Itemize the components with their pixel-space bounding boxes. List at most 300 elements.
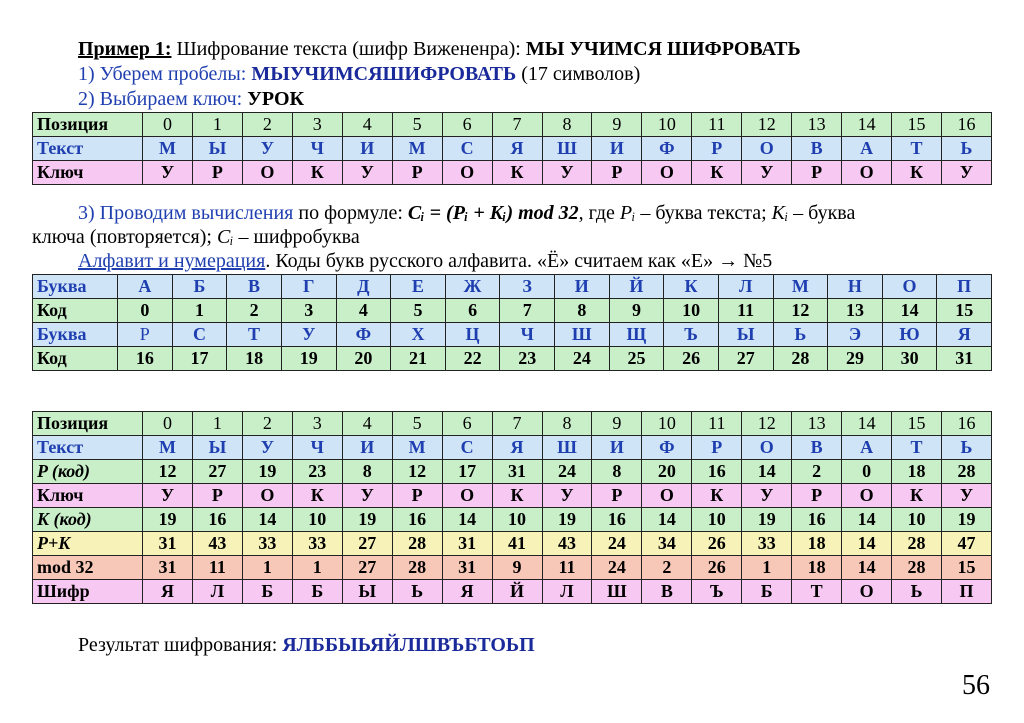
table-cell: К — [892, 484, 942, 508]
table-cell: У — [942, 484, 992, 508]
table-cell: 16 — [942, 412, 992, 436]
table-cell: 16 — [942, 113, 992, 137]
table-cell: 14 — [842, 412, 892, 436]
table-cell: 15 — [942, 556, 992, 580]
table-cell: 17 — [442, 460, 492, 484]
table-cell: 7 — [500, 299, 555, 323]
table-cell: 16 — [118, 347, 173, 371]
table-cell: 5 — [392, 412, 442, 436]
row-label: Текст — [33, 137, 143, 161]
step-2-key: УРОК — [247, 88, 305, 110]
table-cell: 7 — [492, 113, 542, 137]
table-cell: 33 — [242, 532, 292, 556]
table-cell: 6 — [442, 113, 492, 137]
table-cell: И — [342, 137, 392, 161]
table-cell: В — [792, 137, 842, 161]
row-label: Позиция — [33, 113, 143, 137]
table-cell: Ю — [882, 323, 937, 347]
table-cell: З — [500, 275, 555, 299]
table-cell: 28 — [892, 556, 942, 580]
table-cell: У — [143, 484, 193, 508]
table-cell: Я — [492, 137, 542, 161]
table-cell: 1 — [242, 556, 292, 580]
formula: Cᵢ = (Pᵢ + Kᵢ) mod 32 — [407, 202, 579, 224]
table-cell: 14 — [842, 532, 892, 556]
table-cell: 16 — [592, 508, 642, 532]
encryption-table — [32, 411, 992, 604]
table-cell: Р — [692, 436, 742, 460]
row-label: Шифр — [33, 580, 143, 604]
row-label: Буква — [33, 275, 118, 299]
table-cell: 4 — [336, 299, 391, 323]
table-cell: 10 — [492, 508, 542, 532]
row-label: Код — [33, 299, 118, 323]
table-cell: 4 — [342, 113, 392, 137]
table-cell: Ь — [773, 323, 828, 347]
table-cell: Я — [492, 436, 542, 460]
table-cell: О — [882, 275, 937, 299]
table-cell: Щ — [609, 323, 664, 347]
table-cell: 15 — [892, 113, 942, 137]
table-cell: 9 — [492, 556, 542, 580]
table-cell: Б — [292, 580, 342, 604]
table-cell: Ы — [342, 580, 392, 604]
table-cell: 20 — [336, 347, 391, 371]
table-cell: Т — [892, 436, 942, 460]
table-cell: 12 — [742, 113, 792, 137]
table-cell: У — [942, 161, 992, 185]
table-cell: Ш — [592, 580, 642, 604]
table-cell: 14 — [742, 460, 792, 484]
table-cell: 28 — [942, 460, 992, 484]
step-1-suffix: (17 символов) — [516, 63, 641, 85]
table-cell: 33 — [742, 532, 792, 556]
table-cell: А — [842, 137, 892, 161]
step-1-prefix: 1) Уберем пробелы: — [78, 63, 252, 85]
table-cell: Ы — [192, 137, 242, 161]
row-label: Буква — [33, 323, 118, 347]
table-cell: И — [342, 436, 392, 460]
table-cell: О — [742, 137, 792, 161]
table-cell: 3 — [292, 412, 342, 436]
table-cell: 12 — [742, 412, 792, 436]
table-cell: Ч — [292, 137, 342, 161]
alphabet-code-table — [32, 274, 992, 371]
row-label: P+K — [33, 532, 143, 556]
table-row — [33, 532, 992, 556]
table-cell: Т — [227, 323, 282, 347]
table-cell: 16 — [192, 508, 242, 532]
table-cell: И — [592, 137, 642, 161]
table-cell: 2 — [227, 299, 282, 323]
table-cell: 8 — [342, 460, 392, 484]
table-cell: 10 — [292, 508, 342, 532]
table-cell: 31 — [143, 556, 193, 580]
table-cell: 31 — [937, 347, 992, 371]
table-cell: 12 — [773, 299, 828, 323]
table-cell: 9 — [592, 412, 642, 436]
table-cell: Л — [542, 580, 592, 604]
step-1-text: МЫУЧИМСЯШИФРОВАТЬ — [251, 63, 517, 85]
table-cell: 9 — [592, 113, 642, 137]
table-cell: В — [792, 436, 842, 460]
table-cell: 0 — [842, 460, 892, 484]
table-cell: 33 — [292, 532, 342, 556]
table-cell: Ф — [642, 137, 692, 161]
table-cell: 27 — [342, 532, 392, 556]
table-row — [33, 508, 992, 532]
table-cell: 1 — [292, 556, 342, 580]
table-cell: О — [842, 484, 892, 508]
table-cell: М — [392, 137, 442, 161]
table-cell: К — [292, 484, 342, 508]
table-cell: Ч — [292, 436, 342, 460]
table-cell: С — [442, 436, 492, 460]
table-cell: 0 — [143, 412, 193, 436]
table-cell: 27 — [342, 556, 392, 580]
table-cell: 8 — [592, 460, 642, 484]
table-cell: П — [942, 580, 992, 604]
table-cell: 11 — [542, 556, 592, 580]
table-cell: Ь — [892, 580, 942, 604]
table-cell: 19 — [342, 508, 392, 532]
step-3-link: 3) Проводим вычисления — [78, 202, 294, 224]
table-cell: 27 — [718, 347, 773, 371]
table-cell: 23 — [292, 460, 342, 484]
result-line — [78, 634, 535, 656]
table-cell: 14 — [842, 113, 892, 137]
table-cell: 15 — [937, 299, 992, 323]
table-cell: Ы — [192, 436, 242, 460]
table-cell: 26 — [692, 556, 742, 580]
table-row — [33, 460, 992, 484]
table-cell: 1 — [172, 299, 227, 323]
table-cell: Ъ — [692, 580, 742, 604]
table-cell: Т — [792, 580, 842, 604]
position-text-key-table — [32, 112, 992, 185]
table-cell: К — [492, 484, 542, 508]
table-cell: 5 — [392, 113, 442, 137]
table-cell: 19 — [143, 508, 193, 532]
table-cell: 13 — [792, 113, 842, 137]
table-cell: И — [555, 275, 610, 299]
table-cell: 2 — [242, 113, 292, 137]
pi-description: – буква текста; — [635, 202, 772, 224]
table-cell: 3 — [292, 113, 342, 137]
table-cell: Р — [118, 323, 173, 347]
table-cell: М — [143, 137, 193, 161]
table-cell: О — [242, 161, 292, 185]
table-cell: Й — [492, 580, 542, 604]
ki-description: – буква — [788, 202, 856, 224]
table-cell: 0 — [118, 299, 173, 323]
table-cell: О — [442, 484, 492, 508]
table-cell: О — [442, 161, 492, 185]
table-cell: Ь — [392, 580, 442, 604]
table-cell: 0 — [143, 113, 193, 137]
table-cell: Я — [937, 323, 992, 347]
table-cell: 27 — [192, 460, 242, 484]
table-cell: 19 — [942, 508, 992, 532]
table-cell: 47 — [942, 532, 992, 556]
table-cell: П — [937, 275, 992, 299]
table-cell: 18 — [792, 532, 842, 556]
table-cell: 16 — [692, 460, 742, 484]
table-cell: О — [842, 580, 892, 604]
table-cell: 14 — [842, 556, 892, 580]
table-cell: Р — [692, 137, 742, 161]
table-cell: 31 — [442, 556, 492, 580]
page-number: 56 — [962, 670, 990, 701]
table-cell: 34 — [642, 532, 692, 556]
table-cell: М — [773, 275, 828, 299]
table-cell: Ф — [336, 323, 391, 347]
table-cell: К — [664, 275, 719, 299]
table-cell: 16 — [392, 508, 442, 532]
table-cell: Р — [592, 484, 642, 508]
table-cell: У — [542, 484, 592, 508]
table-cell: Ь — [942, 436, 992, 460]
example-title — [78, 38, 801, 60]
table-cell: 43 — [542, 532, 592, 556]
table-cell: 21 — [391, 347, 446, 371]
table-cell: В — [227, 275, 282, 299]
row-label: P (код) — [33, 460, 143, 484]
table-cell: Б — [242, 580, 292, 604]
table-cell: 28 — [773, 347, 828, 371]
table-cell: 28 — [892, 532, 942, 556]
table-cell: Й — [609, 275, 664, 299]
table-cell: 2 — [642, 556, 692, 580]
table-cell: М — [143, 436, 193, 460]
table-cell: 26 — [664, 347, 719, 371]
row-label: Позиция — [33, 412, 143, 436]
table-cell: Ш — [542, 137, 592, 161]
pi-symbol: Pᵢ — [619, 202, 636, 224]
table-cell: 14 — [882, 299, 937, 323]
table-cell: 10 — [642, 113, 692, 137]
table-cell: 7 — [492, 412, 542, 436]
table-cell: 11 — [192, 556, 242, 580]
table-row — [33, 113, 992, 137]
row-label: K (код) — [33, 508, 143, 532]
table-row — [33, 412, 992, 436]
row-label: Ключ — [33, 161, 143, 185]
table-cell: 19 — [542, 508, 592, 532]
table-cell: Д — [336, 275, 391, 299]
table-cell: К — [892, 161, 942, 185]
table-cell: Р — [192, 484, 242, 508]
table-cell: Н — [828, 275, 883, 299]
table-cell: 28 — [392, 532, 442, 556]
table-cell: Х — [391, 323, 446, 347]
table-cell: 12 — [143, 460, 193, 484]
table-cell: О — [642, 161, 692, 185]
table-cell: И — [592, 436, 642, 460]
table-cell: 1 — [192, 113, 242, 137]
table-cell: Л — [718, 275, 773, 299]
table-cell: 23 — [500, 347, 555, 371]
table-cell: У — [342, 161, 392, 185]
table-cell: 13 — [792, 412, 842, 436]
step-3-line-2 — [32, 226, 360, 248]
table-cell: У — [742, 484, 792, 508]
table-cell: Я — [442, 580, 492, 604]
table-cell: М — [392, 436, 442, 460]
table-cell: О — [742, 436, 792, 460]
table-cell: 24 — [542, 460, 592, 484]
table-cell: У — [342, 484, 392, 508]
table-cell: Ш — [555, 323, 610, 347]
table-cell: 14 — [442, 508, 492, 532]
table-row — [33, 161, 992, 185]
table-cell: К — [292, 161, 342, 185]
table-cell: Р — [392, 484, 442, 508]
table-cell: 11 — [718, 299, 773, 323]
table-cell: 28 — [392, 556, 442, 580]
table-cell: О — [642, 484, 692, 508]
table-cell: 8 — [542, 113, 592, 137]
table-row — [33, 484, 992, 508]
table-cell: 11 — [692, 113, 742, 137]
table-cell: Ь — [942, 137, 992, 161]
table-cell: 24 — [592, 556, 642, 580]
table-cell: Я — [143, 580, 193, 604]
table-row — [33, 137, 992, 161]
alphabet-description: . Коды букв русского алфавита. «Ё» считаем как «Е» → №5 — [265, 250, 773, 272]
alphabet-link[interactable]: Алфавит и нумерация — [78, 250, 266, 272]
table-cell: 4 — [342, 412, 392, 436]
example-description: Шифрование текста (шифр Вижененра): — [171, 38, 526, 60]
row-label: Код — [33, 347, 118, 371]
table-cell: 25 — [609, 347, 664, 371]
table-cell: 10 — [642, 412, 692, 436]
table-cell: Р — [592, 161, 642, 185]
table-cell: Т — [892, 137, 942, 161]
table-cell: 41 — [492, 532, 542, 556]
table-cell: 19 — [281, 347, 336, 371]
table-cell: У — [742, 161, 792, 185]
table-cell: 30 — [882, 347, 937, 371]
table-cell: 9 — [609, 299, 664, 323]
table-cell: Ъ — [664, 323, 719, 347]
table-cell: 24 — [555, 347, 610, 371]
table-cell: Р — [792, 484, 842, 508]
table-cell: 17 — [172, 347, 227, 371]
table-cell: Р — [792, 161, 842, 185]
table-cell: 1 — [192, 412, 242, 436]
table-row — [33, 275, 992, 299]
step-3-where: , где — [578, 202, 620, 224]
table-cell: 16 — [792, 508, 842, 532]
table-cell: 8 — [542, 412, 592, 436]
table-cell: Б — [172, 275, 227, 299]
table-cell: О — [242, 484, 292, 508]
table-cell: У — [143, 161, 193, 185]
table-cell: А — [842, 436, 892, 460]
table-cell: Л — [192, 580, 242, 604]
table-cell: С — [172, 323, 227, 347]
step-1 — [78, 63, 640, 85]
table-cell: 43 — [192, 532, 242, 556]
table-cell: 1 — [742, 556, 792, 580]
example-label: Пример 1: — [78, 38, 172, 60]
row-label: Текст — [33, 436, 143, 460]
step-2 — [78, 88, 304, 110]
table-cell: 26 — [692, 532, 742, 556]
ci-symbol: Cᵢ — [216, 226, 234, 248]
table-cell: 18 — [892, 460, 942, 484]
table-cell: 5 — [391, 299, 446, 323]
table-cell: 3 — [281, 299, 336, 323]
table-cell: 6 — [442, 412, 492, 436]
table-cell: 31 — [143, 532, 193, 556]
ci-description: – шифробуква — [233, 226, 360, 248]
table-row — [33, 347, 992, 371]
table-cell: 2 — [242, 412, 292, 436]
table-cell: К — [492, 161, 542, 185]
table-cell: 6 — [445, 299, 500, 323]
table-cell: Р — [192, 161, 242, 185]
table-cell: Б — [742, 580, 792, 604]
step-3-line-1 — [78, 202, 855, 224]
step-3-text: по формуле: — [293, 202, 408, 224]
table-cell: К — [692, 161, 742, 185]
table-cell: 12 — [392, 460, 442, 484]
table-cell: Ш — [542, 436, 592, 460]
table-cell: А — [118, 275, 173, 299]
table-cell: Ч — [500, 323, 555, 347]
table-cell: Ы — [718, 323, 773, 347]
table-cell: 19 — [242, 460, 292, 484]
table-row — [33, 436, 992, 460]
table-cell: 8 — [555, 299, 610, 323]
table-cell: 10 — [892, 508, 942, 532]
table-cell: 10 — [664, 299, 719, 323]
table-cell: 22 — [445, 347, 500, 371]
table-row — [33, 323, 992, 347]
row-label: mod 32 — [33, 556, 143, 580]
table-cell: К — [692, 484, 742, 508]
table-cell: Э — [828, 323, 883, 347]
table-cell: 31 — [442, 532, 492, 556]
table-row — [33, 580, 992, 604]
step-2-prefix: 2) Выбираем ключ: — [78, 88, 248, 110]
table-cell: Е — [391, 275, 446, 299]
table-cell: Ф — [642, 436, 692, 460]
table-cell: 13 — [828, 299, 883, 323]
table-cell: Ж — [445, 275, 500, 299]
table-cell: 18 — [227, 347, 282, 371]
table-cell: 10 — [692, 508, 742, 532]
table-cell: 29 — [828, 347, 883, 371]
table-cell: 15 — [892, 412, 942, 436]
table-cell: 14 — [242, 508, 292, 532]
table-cell: О — [842, 161, 892, 185]
table-cell: Ц — [445, 323, 500, 347]
example-phrase: МЫ УЧИМСЯ ШИФРОВАТЬ — [525, 38, 801, 60]
table-row — [33, 556, 992, 580]
result-value: ЯЛББЫЬЯЙЛШВЪБТОЬП — [282, 634, 535, 656]
table-cell: С — [442, 137, 492, 161]
table-cell: У — [281, 323, 336, 347]
table-cell: 11 — [692, 412, 742, 436]
table-cell: 14 — [642, 508, 692, 532]
table-cell: В — [642, 580, 692, 604]
table-cell: 2 — [792, 460, 842, 484]
key-repeats-text: ключа (повторяется); — [32, 226, 217, 248]
table-cell: 18 — [792, 556, 842, 580]
